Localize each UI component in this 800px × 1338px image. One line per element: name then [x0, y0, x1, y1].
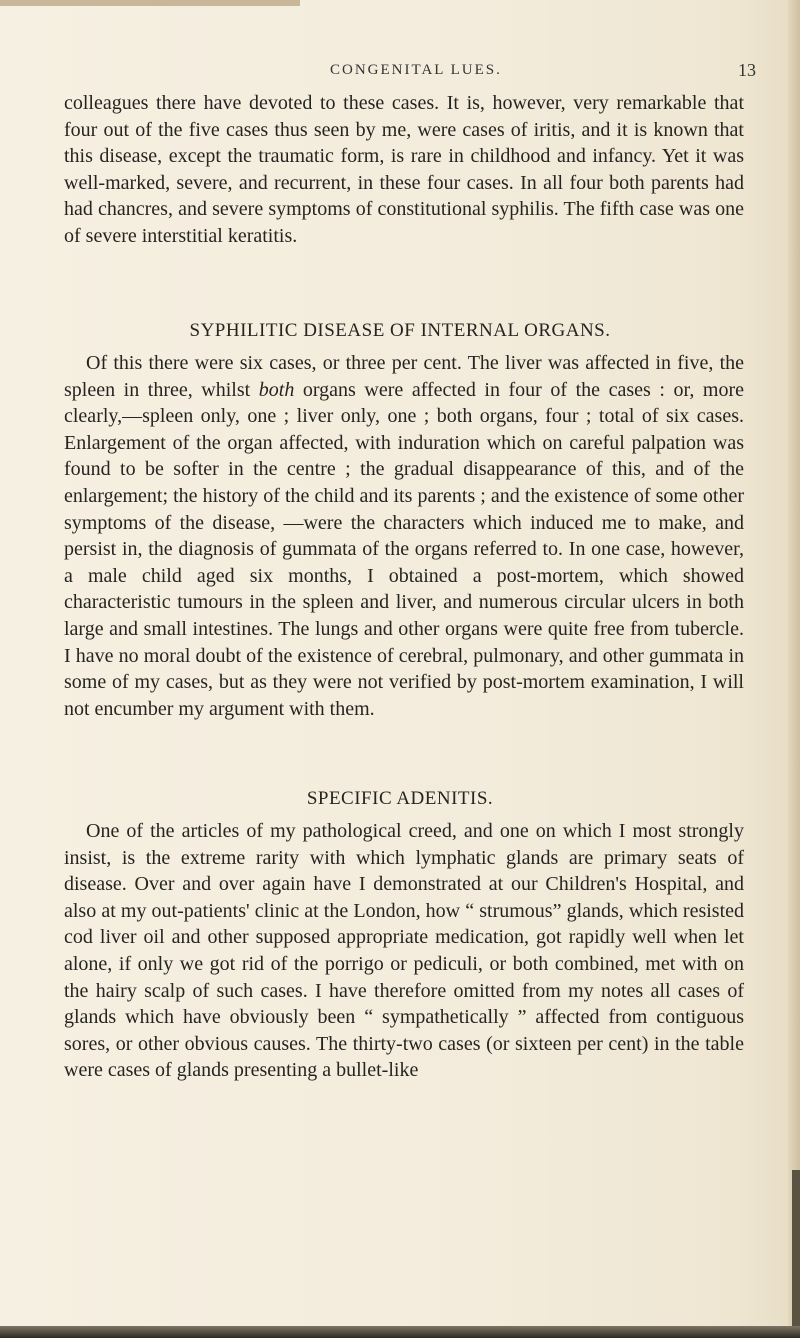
paragraph-text-part: organs were affected in four of the cases : or, more clearly,—spleen only, one ; liver only, one ; both organs, four ; total of six cases. Enlargement of the organ affected, with induration which on careful palpation was found to be softer in the centre ; the gradual disappearance of this, and of the enlargement; the history of the child and its parents ; and the existence of some other symptoms of the disease, —were the characters which induced me to make, and persist in, the diagnosis of gummata of the organs referred to. In one case, however, a male child aged six months, I obtained a post-mortem, which showed characteristic tumours in the spleen and liver, and numerous circular ulcers in both large and small intestines. The lungs and other organs were quite free from tubercle. I have no moral doubt of the existence of cerebral, pulmonary, and other gummata in some of my cases, but as they were not verified by post-mortem examination, I will not encumber my argument with them. — [64, 378, 744, 720]
page-number: 13 — [738, 60, 756, 80]
paragraph-colleagues — [64, 90, 744, 250]
paragraph-specific-adenitis — [64, 818, 744, 1084]
section-heading-specific-adenitis: SPECIFIC ADENITIS. — [306, 788, 494, 809]
paragraph-internal-organs — [64, 350, 744, 722]
paragraph-text — [64, 350, 744, 722]
paragraph-text-part: Of this there were six cases, or three per cent. The liver was affected in five, the spleen in three, whilst — [64, 352, 744, 401]
section-heading-internal-organs: SYPHILITIC DISEASE OF INTERNAL ORGANS. — [189, 320, 611, 341]
page-right-edge — [788, 0, 800, 1338]
emphasis-both: both — [258, 378, 295, 401]
paragraph-text: One of the articles of my pathological creed, and one on which I most strongly insist, is the extreme rarity with which lymphatic glands are primary seats of disease. Over and over again have I demonstrated at our Children's Hospital, and also at my out-patients' clinic at the London, how “ strumous” glands, which resisted cod liver oil and other supposed appropriate medication, got rapidly well when let alone, if only we got rid of the porrigo or pediculi, or both combined, met with on the hairy scalp of such cases. I have therefore omitted from my notes all cases of glands which have obviously been “ sympathetically ” affected from contiguous sores, or other obvious causes. The thirty-two cases (or sixteen per cent) in the table were cases of glands presenting a bullet-like — [64, 820, 744, 1082]
page-bottom-edge — [0, 1326, 800, 1338]
running-head: CONGENITAL LUES. — [330, 62, 502, 78]
page-top-edge — [0, 0, 300, 6]
paragraph-text: colleagues there have devoted to these cases. It is, however, very remarkable that four out of the five cases thus seen by me, were cases of iritis, and it is known that this disease, except the traumatic form, is rare in childhood and infancy. Yet it was well-marked, severe, and recurrent, in these four cases. In all four both parents had had chancres, and severe symptoms of constitutional syphilis. The fifth case was one of severe interstitial keratitis. — [64, 92, 744, 247]
page-right-shadow — [792, 1170, 800, 1338]
